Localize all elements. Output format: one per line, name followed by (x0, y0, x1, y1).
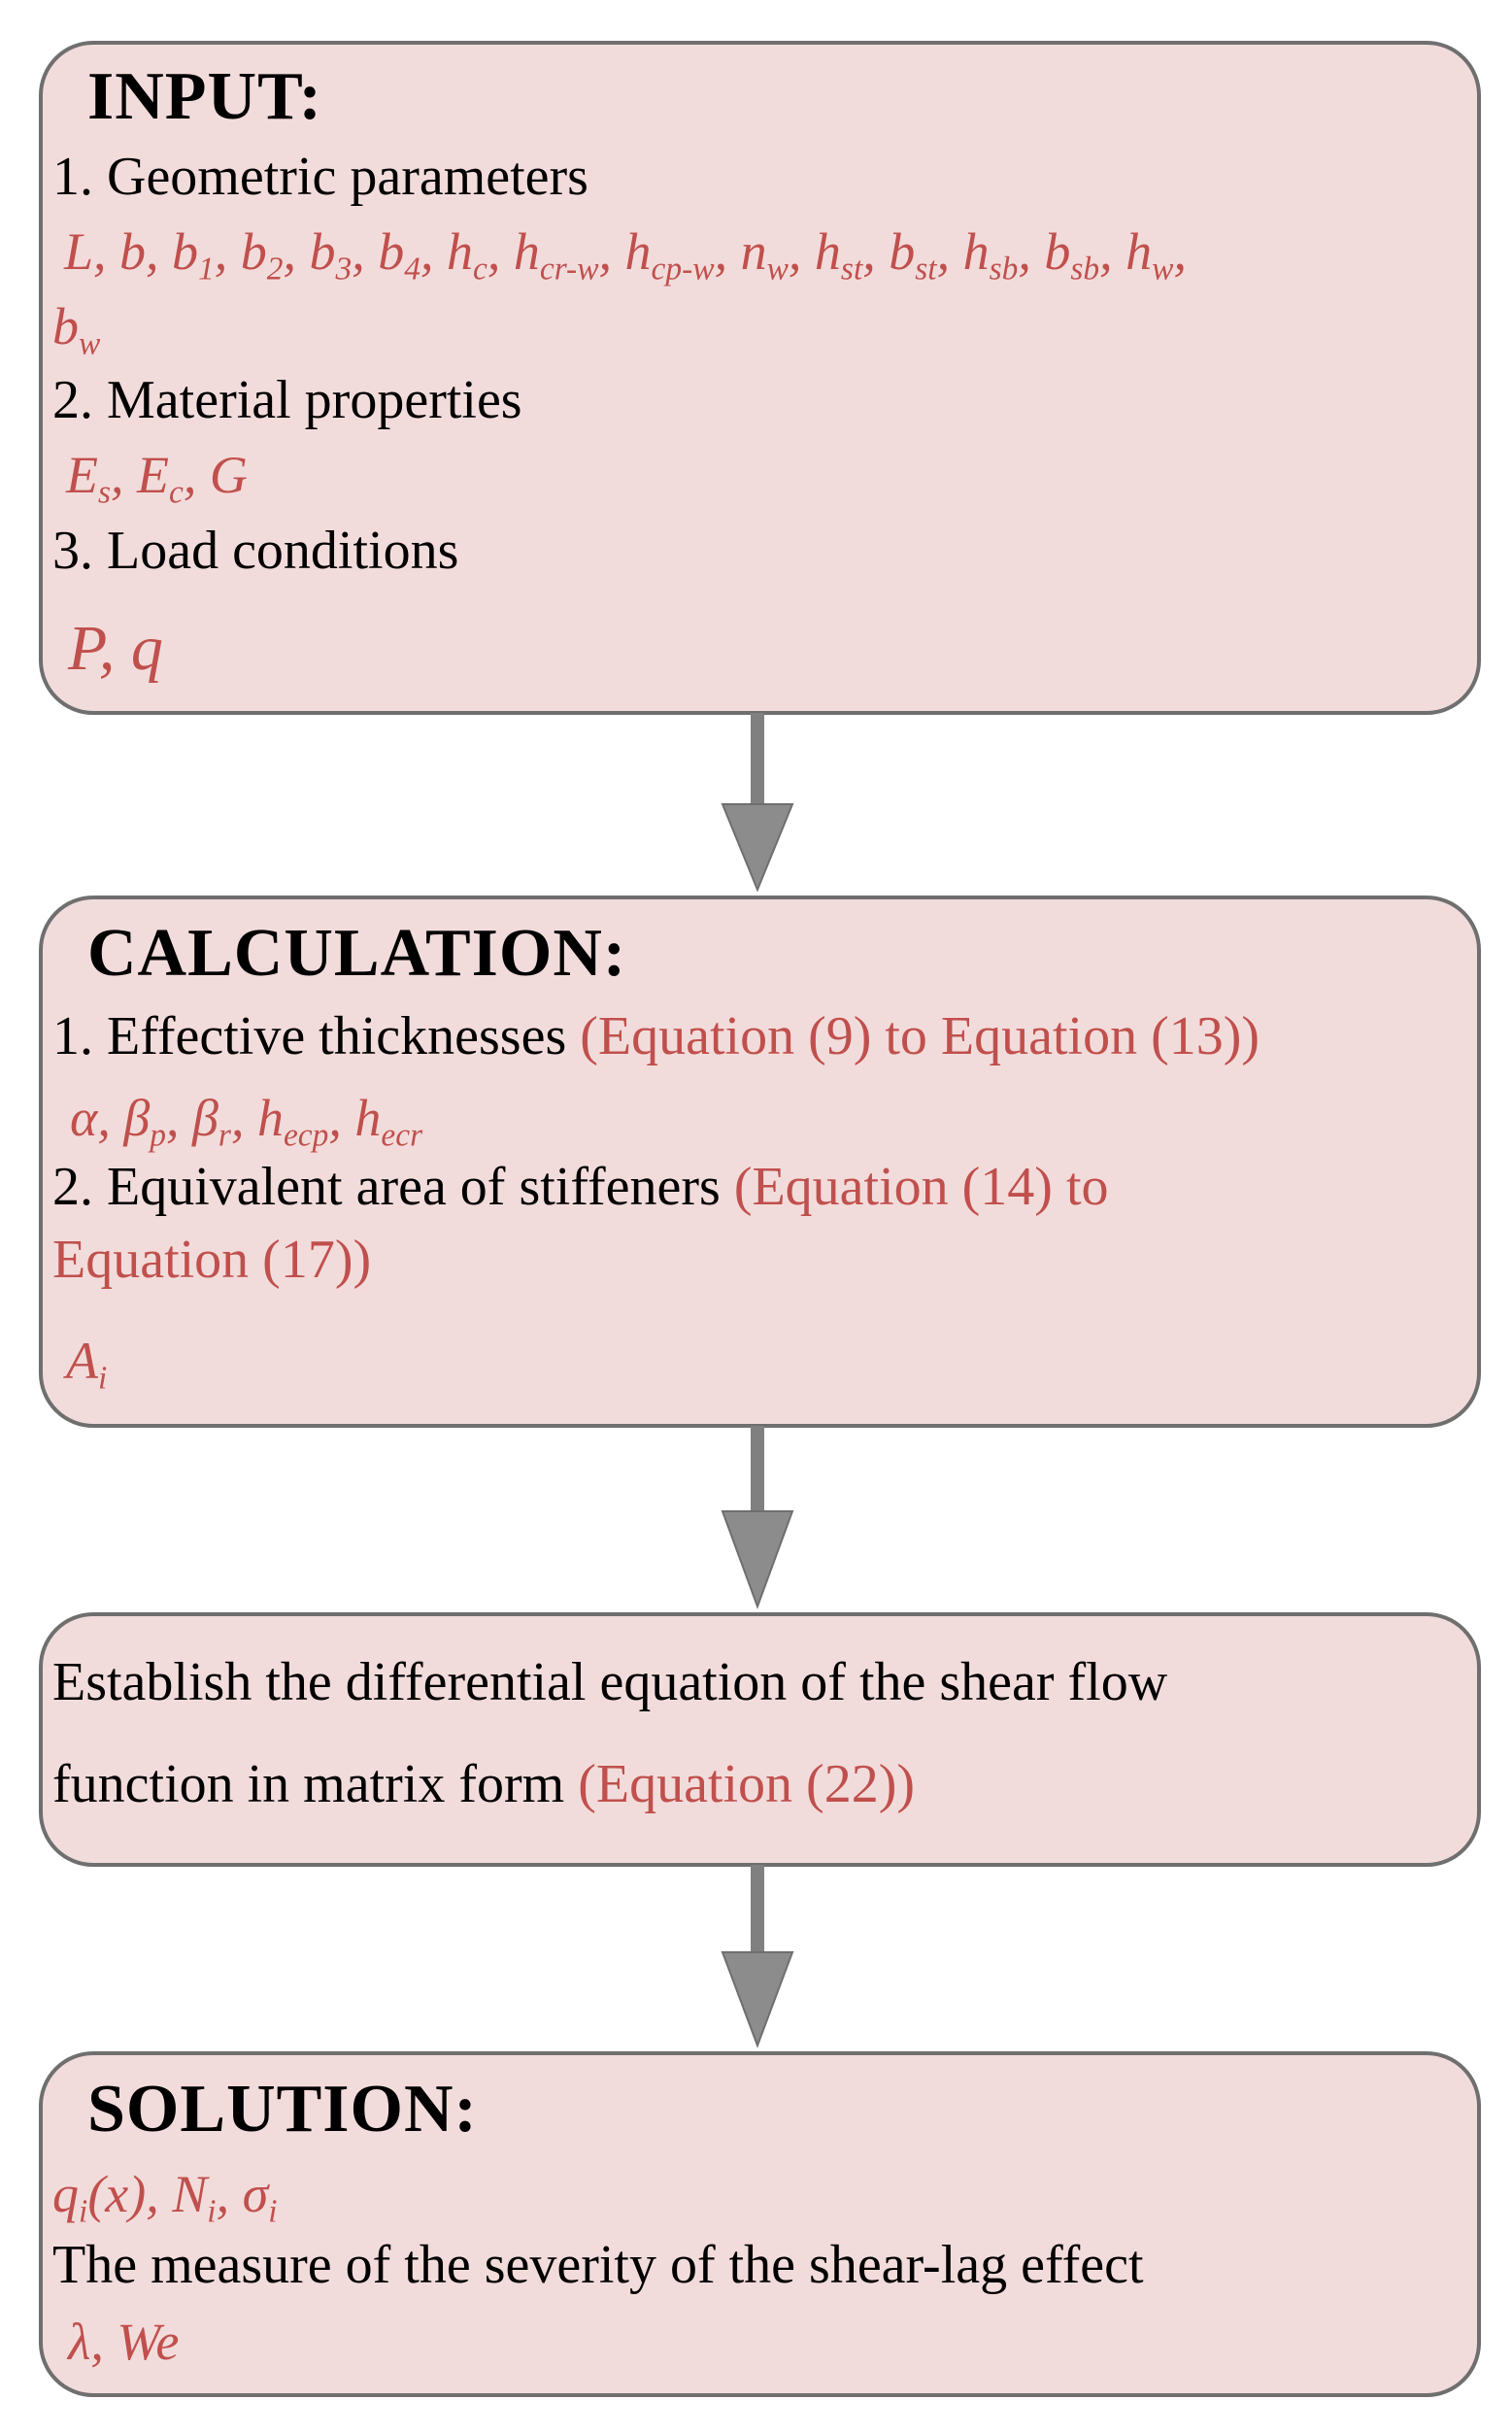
equivalent-area-variable: $A_i$ (66, 1332, 108, 1397)
solution-heading: SOLUTION: (87, 2072, 478, 2147)
input-heading: INPUT: (87, 59, 322, 134)
equivalent-area-equation-ref-cont: Equation (17)) (52, 1230, 372, 1290)
establish-equation-ref: (Equation (22)) (578, 1754, 915, 1814)
solution-variables: $q_i(x)$, $N_i$, $\sigma_i$ (52, 2165, 278, 2230)
shear-lag-measure-variables: λ, We (68, 2313, 180, 2371)
geometric-parameter-list-cont: $b_w$ (52, 297, 101, 362)
calculation-heading: CALCULATION: (87, 916, 627, 991)
arrow-establish-to-solution (719, 1865, 796, 2051)
establish-equation-line1: Establish the differential equation of the shear flow (52, 1652, 1168, 1712)
effective-thickness-variables: α, $\beta_p$, $\beta_r$, $h_{ecp}$, $h_{ecr}$ (70, 1089, 423, 1154)
shear-lag-measure-label: The measure of the severity of the shear-lag effect (52, 2235, 1144, 2295)
material-property-list: $E_s$, $E_c$, G (66, 446, 248, 511)
equivalent-area-equation-ref: (Equation (14) to (733, 1157, 1109, 1217)
material-properties-label: 2. Material properties (52, 370, 522, 430)
load-condition-list: P, q (68, 613, 163, 684)
geometric-parameters-label: 1. Geometric parameters (52, 147, 588, 207)
arrow-calculation-to-establish (719, 1426, 796, 1612)
geometric-parameter-list: L, b, $b_1$, $b_2$, $b_3$, $b_4$, $h_c$, $h_{cr-w}$, $h_{cp-w}$, $n_w$, $h_{st}$, $b_{st}$, $h_{sb}$, $b_{sb}$, $h_w$, (64, 222, 1187, 287)
arrow-input-to-calculation (719, 713, 796, 896)
equivalent-area-label: 2. Equivalent area of stiffeners (Equation (14) to (52, 1157, 1109, 1217)
load-conditions-label: 3. Load conditions (52, 521, 459, 581)
effective-thickness-equation-ref: (Equation (9) to Equation (13)) (580, 1006, 1260, 1066)
establish-equation-line2: function in matrix form (Equation (22)) (52, 1754, 915, 1814)
effective-thickness-label: 1. Effective thicknesses (Equation (9) to Equation (13)) (52, 1006, 1260, 1066)
